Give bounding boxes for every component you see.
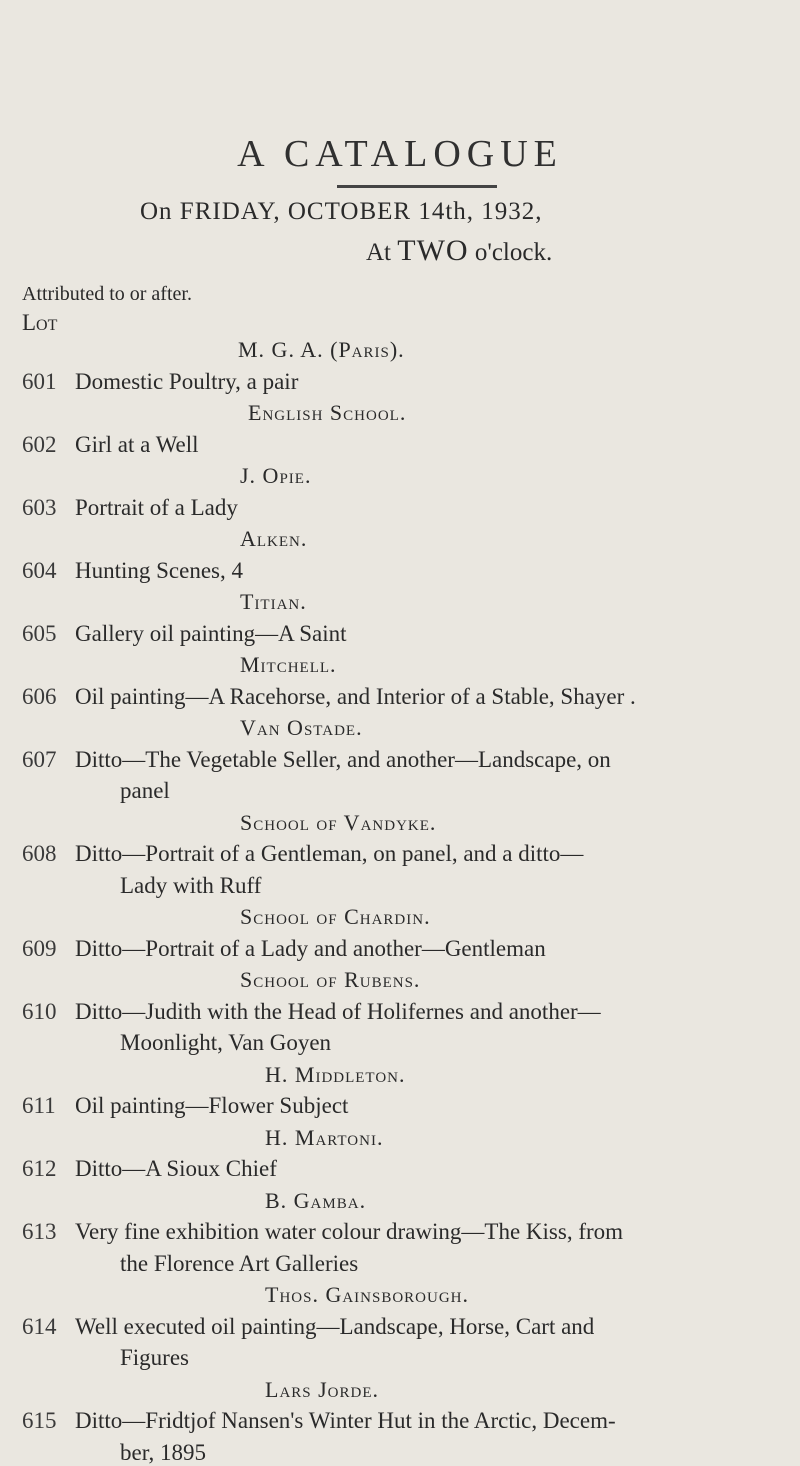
lot-number: 614 <box>22 1313 57 1339</box>
artist-name: School of Vandyke. <box>240 809 437 835</box>
lot-description: Oil painting—A Racehorse, and Interior of a Stable, Shayer . <box>75 683 636 709</box>
lot-description: Ditto—Fridtjof Nansen's Winter Hut in the Arctic, Decem- <box>75 1408 616 1433</box>
lot-description-continued: panel <box>120 778 170 803</box>
catalogue-title: A CATALOGUE <box>237 133 563 175</box>
lot-description: Ditto—Portrait of a Lady and another—Gentleman <box>75 935 546 961</box>
lot-column-header: Lot <box>22 310 58 335</box>
lot-description: Hunting Scenes, 4 <box>75 557 244 583</box>
artist-name: B. Gamba. <box>265 1187 367 1213</box>
lot-description: Oil painting—Flower Subject <box>75 1093 349 1118</box>
lot-number: 615 <box>22 1408 57 1433</box>
lot-number: 606 <box>22 683 57 709</box>
artist-name: H. Middleton. <box>265 1061 406 1087</box>
lot-description: Gallery oil painting—A Saint <box>75 620 347 646</box>
lot-number: 602 <box>22 431 57 457</box>
artist-name: Lars Jorde. <box>265 1376 380 1402</box>
artist-name: Van Ostade. <box>240 715 363 740</box>
lot-description: Girl at a Well <box>75 431 199 457</box>
lot-description-continued: Figures <box>120 1345 189 1370</box>
lot-number: 613 <box>22 1219 57 1244</box>
lot-description: Domestic Poultry, a pair <box>75 368 299 394</box>
lot-number: 604 <box>22 557 57 583</box>
time-word: TWO <box>397 234 469 267</box>
lot-number: 612 <box>22 1156 57 1181</box>
lot-number: 611 <box>22 1093 56 1118</box>
lot-description: Ditto—The Vegetable Seller, and another—Landscape, on <box>75 746 611 772</box>
lot-description: Very fine exhibition water colour drawing—The Kiss, from <box>75 1219 624 1244</box>
artist-name: Alken. <box>240 526 308 551</box>
lot-description: Portrait of a Lady <box>75 494 238 520</box>
title-rule <box>337 185 497 188</box>
sale-time <box>366 234 552 268</box>
lot-description-continued: Lady with Ruff <box>120 872 262 898</box>
lot-description: Ditto—A Sioux Chief <box>75 1156 277 1181</box>
lot-number: 607 <box>22 746 57 772</box>
artist-name: School of Rubens. <box>240 967 421 992</box>
lot-description-continued: ber, 1895 <box>120 1439 206 1465</box>
artist-name: H. Martoni. <box>265 1124 384 1150</box>
lot-description: Ditto—Portrait of a Gentleman, on panel, and a ditto— <box>75 841 584 866</box>
artist-name: J. Opie. <box>240 463 312 488</box>
lot-number: 605 <box>22 620 57 646</box>
lot-number: 601 <box>22 368 57 394</box>
artist-name: Mitchell. <box>240 652 337 677</box>
lot-description-continued: Moonlight, Van Goyen <box>120 1030 332 1055</box>
lot-number: 603 <box>22 494 57 520</box>
lot-number: 609 <box>22 935 57 961</box>
lot-number: 608 <box>22 841 57 866</box>
attributed-note: Attributed to or after. <box>22 283 192 305</box>
time-prefix: At <box>366 239 391 266</box>
lot-description: Ditto—Judith with the Head of Holifernes and another— <box>75 998 601 1024</box>
artist-name: School of Chardin. <box>240 904 431 929</box>
artist-name: English School. <box>248 400 407 425</box>
artist-name: Thos. Gainsborough. <box>265 1282 470 1307</box>
artist-name: M. G. A. (Paris). <box>238 337 405 362</box>
lot-description-continued: the Florence Art Galleries <box>120 1250 359 1276</box>
lot-description: Well executed oil painting—Landscape, Horse, Cart and <box>75 1313 595 1339</box>
sale-date: On FRIDAY, OCTOBER 14th, 1932, <box>140 198 543 225</box>
artist-name: Titian. <box>240 589 307 614</box>
lot-number: 610 <box>22 998 57 1024</box>
time-suffix: o'clock. <box>474 239 553 266</box>
